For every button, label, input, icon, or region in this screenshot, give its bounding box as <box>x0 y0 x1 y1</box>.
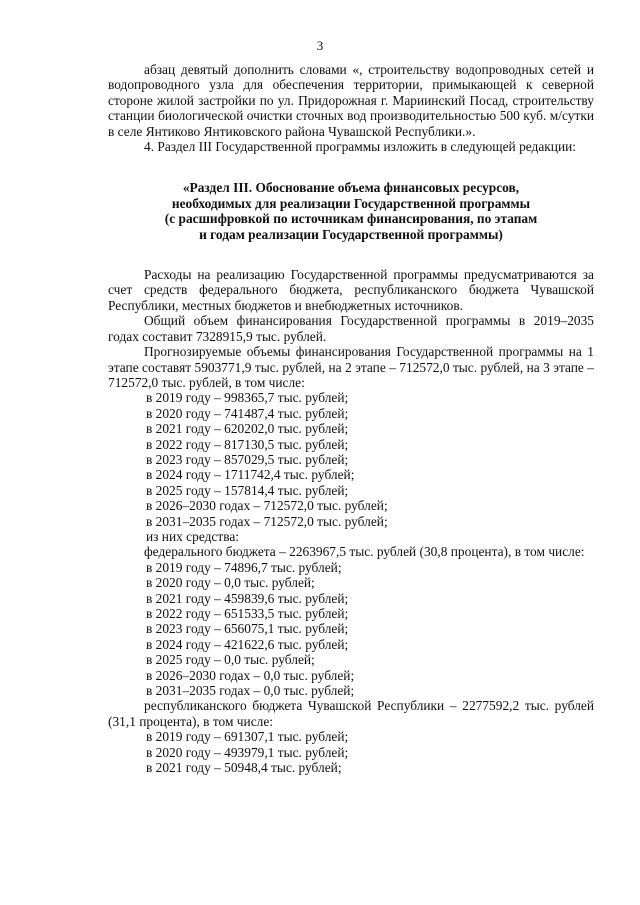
list-item: в 2019 году – 691307,1 тыс. рублей; <box>146 729 349 745</box>
list-item: в 2019 году – 74896,7 тыс. рублей; <box>146 559 342 575</box>
list-item: в 2020 году – 493979,1 тыс. рублей; <box>146 744 349 760</box>
section-heading-line-2: необходимых для реализации Государственной программы <box>171 195 531 211</box>
list-item: в 2025 году – 0,0 тыс. рублей; <box>146 652 315 668</box>
republic-budget-paragraph: республиканского бюджета Чувашской Республики – 2277592,2 тыс. рублей (31,1 процента), в том числе: <box>108 698 594 729</box>
list-item: в 2022 году – 817130,5 тыс. рублей; <box>146 436 349 452</box>
list-item: в 2031–2035 годах – 712572,0 тыс. рублей; <box>146 513 388 529</box>
list-item: в 2021 году – 620202,0 тыс. рублей; <box>146 421 349 437</box>
section-heading-line-3: (с расшифровкой по источникам финансирования, по этапам <box>164 211 538 227</box>
body-paragraph-expenses: Расходы на реализацию Государственной программы предусматриваются за счет средств федерального бюджета, республиканского бюджета Чувашской Республики, местных бюджетов и внебюджетных источников. <box>108 267 594 313</box>
section-heading-line-1: «Раздел III. Обоснование объема финансовых ресурсов, <box>182 180 520 196</box>
document-body <box>108 62 594 775</box>
federal-years-list <box>108 560 594 699</box>
total-years-list <box>108 390 594 544</box>
republic-years-list <box>108 729 594 775</box>
list-item: в 2021 году – 459839,6 тыс. рублей; <box>146 590 349 606</box>
list-item: в 2020 году – 741487,4 тыс. рублей; <box>146 405 349 421</box>
body-paragraph-total: Общий объем финансирования Государственной программы в 2019–2035 годах составит 7328915,9 тыс. рублей. <box>108 313 594 344</box>
list-item: в 2023 году – 857029,5 тыс. рублей; <box>146 451 349 467</box>
federal-budget-paragraph: федерального бюджета – 2263967,5 тыс. рублей (30,8 процента), в том числе: <box>144 544 585 560</box>
list-item: в 2023 году – 656075,1 тыс. рублей; <box>146 621 349 637</box>
list-item: в 2021 году – 50948,4 тыс. рублей; <box>146 760 342 776</box>
section-heading-line-4: и годам реализации Государственной программы) <box>199 226 503 242</box>
page-number: 3 <box>316 38 324 53</box>
list-item: в 2024 году – 421622,6 тыс. рублей; <box>146 636 349 652</box>
intro-paragraph-2: 4. Раздел III Государственной программы изложить в следующей редакции: <box>144 139 577 155</box>
list-item: в 2026–2030 годах – 0,0 тыс. рублей; <box>146 667 355 683</box>
list-item: в 2025 году – 157814,4 тыс. рублей; <box>146 482 349 498</box>
list-item: из них средства: <box>146 528 240 544</box>
intro-paragraph-1: абзац девятый дополнить словами «, строительству водопроводных сетей и водопроводного узла для обеспечения территории, примыкающей к северной стороне жилой застройки по ул. Придорожная г. Мариинский Посад, строительству станции биологической очистки сточных вод производительностью 500 куб. м/сутки в селе Янтиково Янтиковского района Чувашской Республики.». <box>108 62 594 139</box>
list-item: в 2020 году – 0,0 тыс. рублей; <box>146 575 315 591</box>
section-heading <box>108 180 594 242</box>
body-paragraph-stages: Прогнозируемые объемы финансирования Государственной программы на 1 этапе составят 5903771,9 тыс. рублей, на 2 этапе – 712572,0 тыс. рублей, на 3 этапе – 712572,0 тыс. рублей, в том числе: <box>108 344 594 390</box>
list-item: в 2031–2035 годах – 0,0 тыс. рублей; <box>146 683 355 699</box>
list-item: в 2022 году – 651533,5 тыс. рублей; <box>146 606 349 621</box>
list-item: в 2024 году – 1711742,4 тыс. рублей; <box>146 467 355 483</box>
list-item: в 2019 году – 998365,7 тыс. рублей; <box>146 390 349 406</box>
list-item: в 2026–2030 годах – 712572,0 тыс. рублей; <box>146 498 388 514</box>
